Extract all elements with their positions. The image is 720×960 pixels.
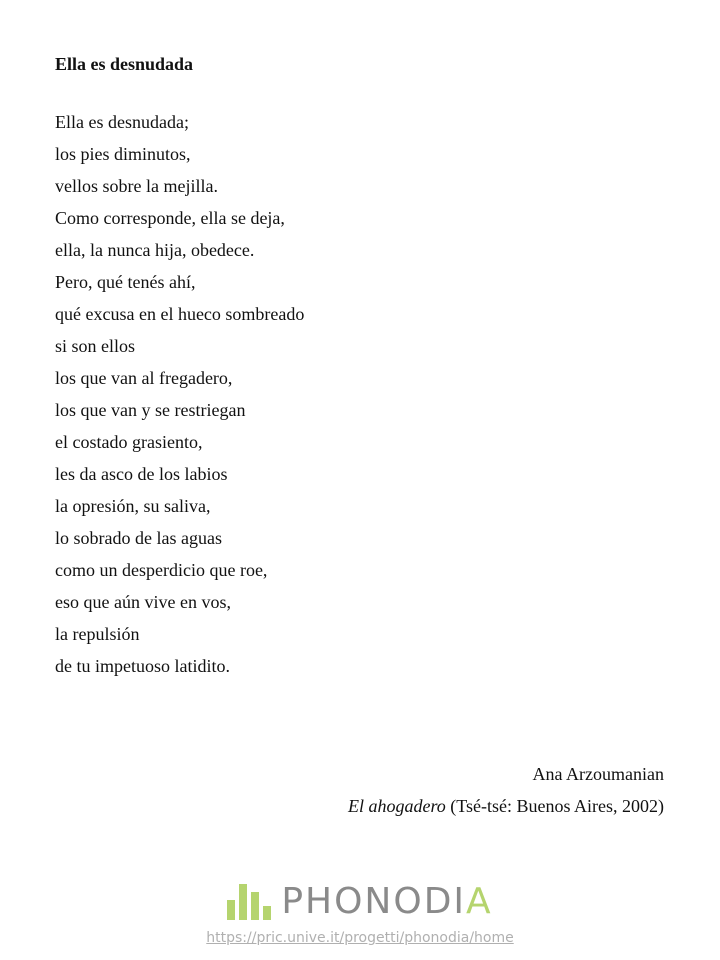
poem-line: eso que aún vive en vos, [55, 592, 231, 612]
poem-line: Ella es desnudada; [55, 112, 189, 132]
logo-accent-letter: A [466, 881, 493, 922]
poem-line: lo sobrado de las aguas [55, 528, 222, 548]
poem-line: les da asco de los labios [55, 464, 228, 484]
footer-url-link[interactable]: https://pric.unive.it/progetti/phonodia/home [206, 930, 514, 946]
attribution [348, 758, 664, 822]
author-name: Ana Arzoumanian [532, 764, 664, 784]
poem-line: los que van y se restriegan [55, 400, 246, 420]
book-details: (Tsé-tsé: Buenos Aires, 2002) [450, 796, 664, 816]
poem-line: qué excusa en el hueco sombreado [55, 304, 305, 324]
book-title: El ahogadero [347, 796, 446, 816]
poem-title: Ella es desnudada [55, 54, 194, 74]
poem-line: los que van al fregadero, [55, 368, 233, 388]
poem-line: la repulsión [55, 624, 140, 644]
poem-body [55, 106, 304, 682]
logo-main-text: PHONODI [281, 881, 467, 922]
poem-line: vellos sobre la mejilla. [55, 176, 218, 196]
poem-line: los pies diminutos, [55, 144, 191, 164]
poem-line: Pero, qué tenés ahí, [55, 272, 196, 292]
poem-line: como un desperdicio que roe, [55, 560, 268, 580]
logo-wordmark [281, 881, 493, 922]
source-citation [348, 790, 664, 822]
poem-line: el costado grasiento, [55, 432, 203, 452]
poem-line: si son ellos [55, 336, 136, 356]
poem-line: ella, la nunca hija, obedece. [55, 240, 255, 260]
poem-line: la opresión, su saliva, [55, 496, 211, 516]
phonodia-logo [0, 881, 720, 922]
poem-line: Como corresponde, ella se deja, [55, 208, 285, 228]
poem-line: de tu impetuoso latidito. [55, 656, 230, 676]
bars-icon [227, 884, 271, 920]
